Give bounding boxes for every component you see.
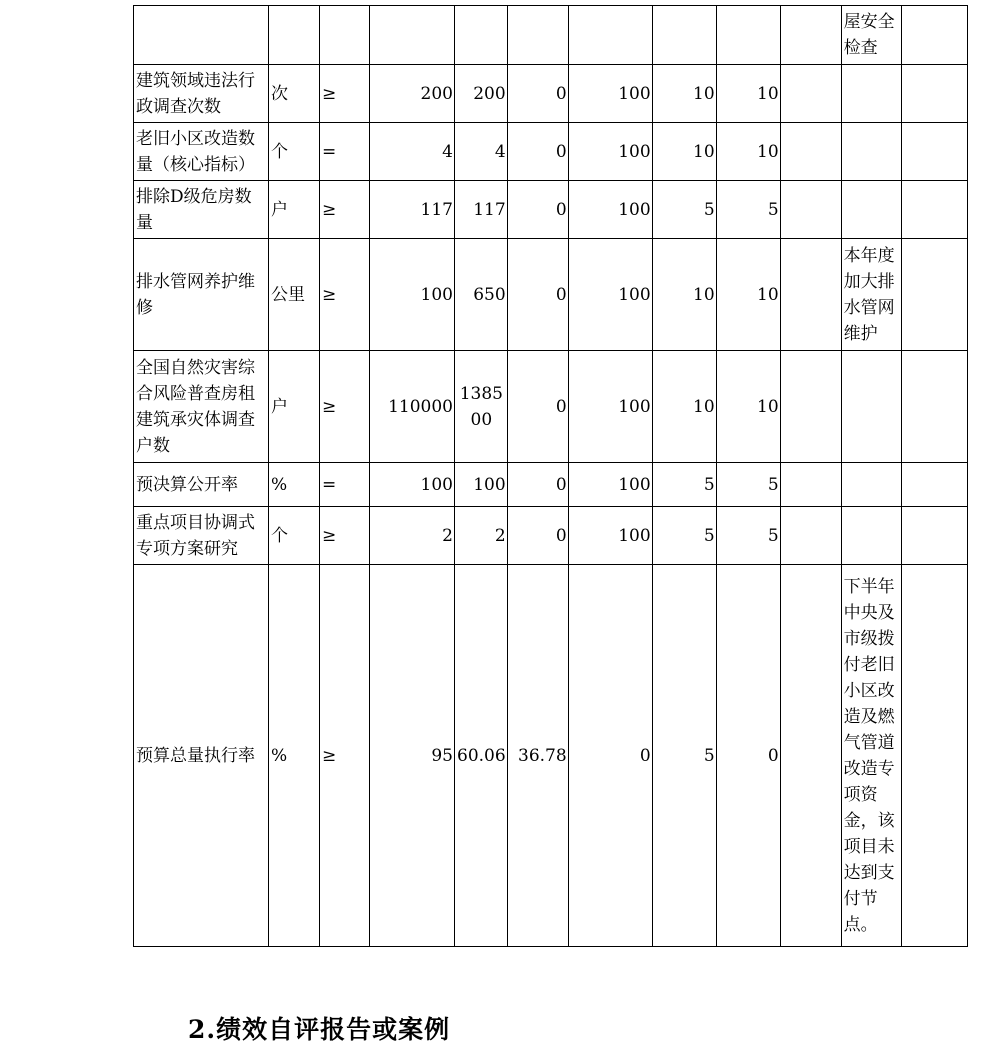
unit-cell: 次 [269,65,320,123]
indicator-cell: 排水管网养护维修 [134,239,269,351]
completion-cell: 0 [507,123,568,181]
note-cell: 本年度加大排水管网维护 [841,239,901,351]
operator-cell: = [320,123,370,181]
blank-cell [780,65,841,123]
score-cell: 10 [716,239,780,351]
completion-cell: 0 [507,65,568,123]
operator-cell: ≥ [320,239,370,351]
note-cell [841,507,901,565]
weight-cell: 5 [652,463,716,507]
blank-cell [780,351,841,463]
actual-cell: 117 [455,181,508,239]
table-row [134,351,968,463]
note-cell: 下半年中央及市级拨付老旧小区改造及燃气管道改造专项资金，该项目未达到支付节点。 [841,565,901,947]
score-cell: 0 [716,565,780,947]
table-row [134,65,968,123]
blank-cell [780,507,841,565]
weight-cell: 5 [652,181,716,239]
note-cell [841,181,901,239]
blank-cell [780,239,841,351]
score-cell: 10 [716,351,780,463]
actual-cell [455,6,508,65]
weight-cell: 10 [652,351,716,463]
completion-cell: 0 [507,239,568,351]
note-cell [841,463,901,507]
rate-cell: 100 [568,239,652,351]
note-cell: 屋安全检查 [841,6,901,65]
completion-cell: 0 [507,351,568,463]
rate-cell: 100 [568,507,652,565]
performance-indicator-table [133,5,968,947]
operator-cell: ≥ [320,351,370,463]
completion-cell: 0 [507,507,568,565]
operator-cell: ≥ [320,507,370,565]
blank-cell [780,181,841,239]
unit-cell: 公里 [269,239,320,351]
rate-cell: 100 [568,351,652,463]
target-cell: 2 [370,507,455,565]
indicator-cell: 全国自然灾害综合风险普查房租建筑承灾体调查户数 [134,351,269,463]
blank-cell [780,6,841,65]
section-heading: 2.绩效自评报告或案例 [188,1015,451,1044]
blank-cell [780,463,841,507]
note-cell [841,351,901,463]
blank-cell [901,463,967,507]
actual-cell: 60.06 [455,565,508,947]
operator-cell [320,6,370,65]
score-cell: 5 [716,181,780,239]
indicator-cell [134,6,269,65]
indicator-cell: 老旧小区改造数量（核心指标） [134,123,269,181]
weight-cell [652,6,716,65]
table-row [134,463,968,507]
unit-cell: 户 [269,351,320,463]
operator-cell: ≥ [320,65,370,123]
completion-cell: 36.78 [507,565,568,947]
table-row [134,507,968,565]
rate-cell: 100 [568,463,652,507]
unit-cell: % [269,463,320,507]
score-cell: 5 [716,463,780,507]
target-cell: 100 [370,239,455,351]
target-cell: 4 [370,123,455,181]
blank-cell [901,123,967,181]
rate-cell: 100 [568,65,652,123]
table-row [134,123,968,181]
target-cell: 110000 [370,351,455,463]
completion-cell: 0 [507,463,568,507]
indicator-cell: 重点项目协调式专项方案研究 [134,507,269,565]
unit-cell: 个 [269,507,320,565]
note-cell [841,65,901,123]
indicator-cell: 建筑领域违法行政调查次数 [134,65,269,123]
table-row [134,239,968,351]
weight-cell: 10 [652,65,716,123]
target-cell: 100 [370,463,455,507]
operator-cell: ≥ [320,181,370,239]
operator-cell: = [320,463,370,507]
target-cell [370,6,455,65]
blank-cell [901,351,967,463]
table-row [134,181,968,239]
blank-cell [901,6,967,65]
indicator-cell: 排除D级危房数量 [134,181,269,239]
blank-cell [901,565,967,947]
indicator-cell: 预决算公开率 [134,463,269,507]
completion-cell: 0 [507,181,568,239]
rate-cell [568,6,652,65]
unit-cell: 户 [269,181,320,239]
score-cell: 10 [716,65,780,123]
target-cell: 200 [370,65,455,123]
unit-cell: 个 [269,123,320,181]
table-row [134,6,968,65]
table-row [134,565,968,947]
blank-cell [901,239,967,351]
note-cell [841,123,901,181]
target-cell: 95 [370,565,455,947]
weight-cell: 5 [652,507,716,565]
rate-cell: 100 [568,181,652,239]
weight-cell: 10 [652,123,716,181]
completion-cell [507,6,568,65]
unit-cell: % [269,565,320,947]
actual-cell: 100 [455,463,508,507]
indicator-cell: 预算总量执行率 [134,565,269,947]
score-cell: 10 [716,123,780,181]
operator-cell: ≥ [320,565,370,947]
weight-cell: 5 [652,565,716,947]
blank-cell [901,181,967,239]
actual-cell: 200 [455,65,508,123]
rate-cell: 100 [568,123,652,181]
rate-cell: 0 [568,565,652,947]
blank-cell [901,507,967,565]
target-cell: 117 [370,181,455,239]
actual-cell: 650 [455,239,508,351]
blank-cell [780,565,841,947]
weight-cell: 10 [652,239,716,351]
actual-cell: 138500 [455,351,508,463]
score-cell: 5 [716,507,780,565]
unit-cell [269,6,320,65]
actual-cell: 2 [455,507,508,565]
blank-cell [901,65,967,123]
score-cell [716,6,780,65]
blank-cell [780,123,841,181]
actual-cell: 4 [455,123,508,181]
